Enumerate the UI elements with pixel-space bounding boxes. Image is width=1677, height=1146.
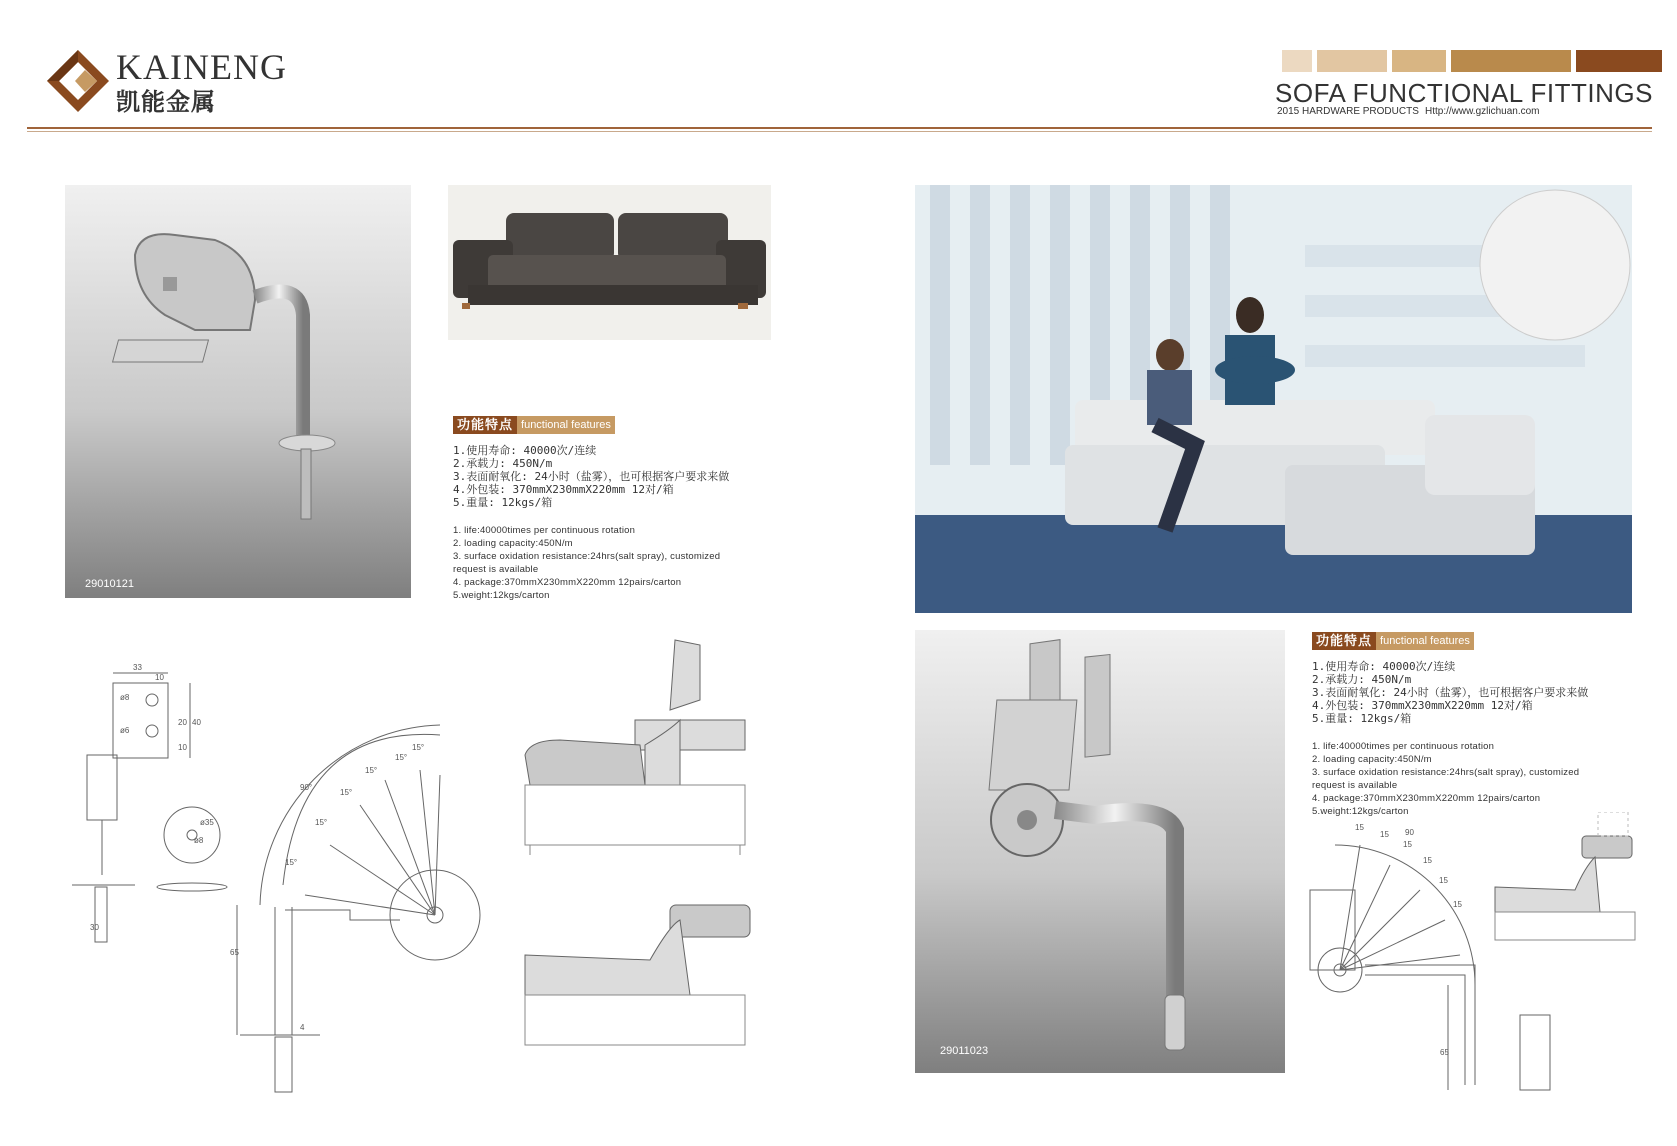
kaineng-logo-icon (45, 48, 111, 114)
features-list-cn (453, 444, 729, 509)
page-subtitle: 2015 HARDWARE PRODUCTS (1277, 106, 1419, 117)
feature-cn-item: 2.承载力: 450N/m (1312, 673, 1412, 686)
feature-en-item: 2. loading capacity:450N/m (453, 538, 573, 549)
feature-cn-item: 3.表面耐氧化: 24小时（盐雾），也可根据客户要求来做 (453, 470, 730, 483)
dimension-label: 15 (1355, 823, 1364, 832)
header-divider-thin (27, 131, 1652, 132)
features-list-en (1312, 740, 1579, 818)
dimension-label: 33 (133, 663, 142, 672)
color-swatch-2 (1317, 50, 1387, 72)
dimension-label: 15° (285, 858, 298, 867)
feature-en-item: request is available (453, 564, 539, 575)
feature-cn-item: 3.表面耐氧化: 24小时（盐雾），也可根据客户要求来做 (1312, 686, 1589, 699)
dimension-label: 15 (1453, 900, 1462, 909)
feature-cn-item: 4.外包装: 370mmX230mmX220mm 12对/箱 (453, 483, 674, 496)
dimension-label: 4 (300, 1023, 305, 1032)
feature-en-item: 5.weight:12kgs/carton (453, 590, 550, 601)
feature-cn-item: 4.外包装: 370mmX230mmX220mm 12对/箱 (1312, 699, 1533, 712)
dimension-label: 15 (1380, 830, 1389, 839)
feature-cn-item: 5.重量: 12kgs/箱 (453, 496, 553, 509)
sofa-photo (448, 185, 771, 340)
dimension-label: 40 (192, 718, 201, 727)
sofa-recline-diagram-right (1490, 812, 1645, 952)
dimension-labels (1355, 823, 1462, 1057)
features-heading (1312, 632, 1474, 650)
dimension-label: 90 (1405, 828, 1414, 837)
features-list-cn (1312, 660, 1588, 725)
product-code: 29010121 (85, 578, 134, 590)
feature-cn-item: 2.承载力: 450N/m (453, 457, 553, 470)
product-photo-29011023 (915, 630, 1285, 1073)
feature-en-item: 3. surface oxidation resistance:24hrs(salt spray), customized (453, 551, 721, 562)
features-heading (453, 416, 615, 434)
dimension-label: 65 (1440, 1048, 1449, 1057)
dimension-label: 30 (90, 923, 99, 932)
product-code: 29011023 (940, 1045, 989, 1057)
dimension-label: ø35 (200, 818, 214, 827)
feature-en-item: 2. loading capacity:450N/m (1312, 754, 1432, 765)
feature-cn-item: 1.使用寿命: 40000次/连续 (453, 444, 597, 457)
sofa-image (448, 185, 771, 340)
dimension-label: ø6 (120, 726, 130, 735)
features-list-en (453, 524, 720, 602)
dimension-label: 15 (1403, 840, 1412, 849)
feature-en-item: 1. life:40000times per continuous rotation (453, 525, 636, 536)
feature-cn-item: 5.重量: 12kgs/箱 (1312, 712, 1412, 725)
dimension-label: 10 (178, 743, 187, 752)
dimension-label: 65 (230, 948, 239, 957)
dimension-label: 15° (412, 743, 425, 752)
dimension-label: 10 (155, 673, 164, 682)
living-room-image (915, 185, 1632, 613)
page-title: SOFA FUNCTIONAL FITTINGS (1275, 78, 1653, 108)
website-url[interactable]: Http://www.gzlichuan.com (1425, 106, 1540, 117)
hinge-fitting-image (65, 185, 411, 598)
dimension-label: 15° (365, 766, 378, 775)
color-swatch-4 (1451, 50, 1571, 72)
feature-cn-item: 1.使用寿命: 40000次/连续 (1312, 660, 1456, 673)
color-swatch-1 (1282, 50, 1312, 72)
feature-en-item: 4. package:370mmX230mmX220mm 12pairs/carton (1312, 793, 1541, 804)
technical-drawing-29010121 (60, 655, 500, 1095)
features-title-en: functional features (517, 416, 615, 434)
feature-en-item: 3. surface oxidation resistance:24hrs(salt spray), customized (1312, 767, 1580, 778)
dimension-label: 15 (1439, 876, 1448, 885)
dimension-label: 15° (395, 753, 408, 762)
color-swatch-3 (1392, 50, 1446, 72)
dimension-label: ø8 (120, 693, 130, 702)
dimension-label: 20 (178, 718, 187, 727)
dimension-label: 15° (340, 788, 353, 797)
dimension-label: 90° (300, 783, 313, 792)
sofa-recline-diagram-left (520, 635, 760, 1075)
living-room-photo (915, 185, 1632, 613)
hinge-fitting-image-right (915, 630, 1285, 1073)
feature-en-item: 5.weight:12kgs/carton (1312, 806, 1409, 817)
feature-en-item: request is available (1312, 780, 1398, 791)
dimension-label: 15 (1423, 856, 1432, 865)
dimension-label: ø8 (194, 836, 204, 845)
header-divider (27, 127, 1652, 129)
features-title-en: functional features (1376, 632, 1474, 650)
features-title-cn: 功能特点 (453, 416, 517, 434)
product-photo-29010121 (65, 185, 411, 598)
color-swatch-5 (1576, 50, 1662, 72)
brand-name-en: KAINENG (116, 47, 287, 87)
dimension-label: 15° (315, 818, 328, 827)
features-title-cn: 功能特点 (1312, 632, 1376, 650)
feature-en-item: 1. life:40000times per continuous rotation (1312, 741, 1495, 752)
feature-en-item: 4. package:370mmX230mmX220mm 12pairs/carton (453, 577, 682, 588)
dimension-labels (90, 663, 424, 1032)
brand-name-cn: 凯能金属 (116, 89, 216, 116)
